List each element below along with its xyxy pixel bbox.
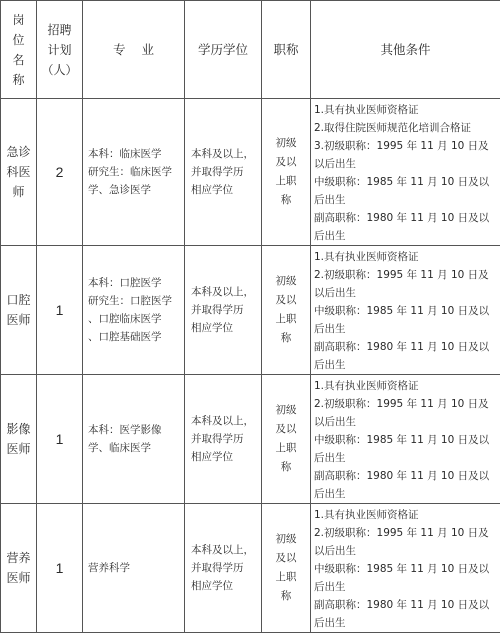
condition-line: 1.具有执业医师资格证 (314, 377, 500, 395)
major-line: 本科：医学影像 (88, 421, 181, 439)
header-position-char: 名 (1, 50, 36, 70)
title-line: 称 (262, 587, 310, 606)
condition-line: 后出生 (314, 227, 500, 245)
education-line: 相应学位 (191, 319, 261, 337)
education-line: 本科及以上， (191, 283, 261, 301)
other-conditions-cell (311, 375, 500, 504)
position-name-line: 医师 (1, 439, 36, 459)
condition-line: 2.初级职称：1995 年 11 月 10 日及 (314, 524, 500, 542)
title-cell (262, 375, 311, 504)
major-line: 研究生：口腔医学 (88, 292, 181, 310)
condition-line: 副高职称：1980 年 11 月 10 日及以 (314, 209, 500, 227)
position-name-line: 营养 (1, 548, 36, 568)
quota-count: 1 (37, 504, 83, 633)
major-line: 、口腔临床医学 (88, 310, 181, 328)
condition-line: 中级职称：1985 年 11 月 10 日及以 (314, 431, 500, 449)
condition-line: 1.具有执业医师资格证 (314, 248, 500, 266)
other-conditions-cell (311, 246, 500, 375)
header-title: 职称 (262, 1, 311, 99)
title-line: 称 (262, 191, 310, 210)
condition-line: 副高职称：1980 年 11 月 10 日及以 (314, 338, 500, 356)
condition-line: 后出生 (314, 485, 500, 503)
education-line: 并取得学历 (191, 430, 261, 448)
title-line: 及以 (262, 420, 310, 439)
header-row (1, 1, 500, 99)
education-cell (185, 99, 262, 246)
major-cell (83, 99, 185, 246)
condition-line: 3.初级职称：1995 年 11 月 10 日及 (314, 137, 500, 155)
major-cell (83, 246, 185, 375)
header-quota (37, 1, 83, 99)
condition-line: 后出生 (314, 356, 500, 374)
title-line: 上职 (262, 568, 310, 587)
condition-line: 后出生 (314, 191, 500, 209)
condition-line: 以后出生 (314, 284, 500, 302)
major-cell (83, 504, 185, 633)
other-conditions-cell (311, 504, 500, 633)
header-quota-line: （人） (37, 60, 82, 80)
major-line: 研究生：临床医学 (88, 163, 181, 181)
education-cell (185, 246, 262, 375)
education-line: 并取得学历 (191, 559, 261, 577)
position-name (1, 142, 36, 202)
condition-line: 2.初级职称：1995 年 11 月 10 日及 (314, 266, 500, 284)
condition-line: 2.初级职称：1995 年 11 月 10 日及 (314, 395, 500, 413)
education-line: 相应学位 (191, 448, 261, 466)
condition-line: 副高职称：1980 年 11 月 10 日及以 (314, 467, 500, 485)
title-line: 初级 (262, 401, 310, 420)
header-education: 学历学位 (185, 1, 262, 99)
major-line: 营养科学 (88, 559, 181, 577)
major-cell (83, 375, 185, 504)
title-cell (262, 504, 311, 633)
header-position (1, 1, 37, 99)
header-quota-line: 招聘 (37, 20, 82, 40)
header-position-char: 岗 (1, 10, 36, 30)
education-cell (185, 375, 262, 504)
position-name-line: 医师 (1, 310, 36, 330)
title-line: 及以 (262, 153, 310, 172)
education-line: 相应学位 (191, 577, 261, 595)
title-line: 初级 (262, 530, 310, 549)
major-line: 、口腔基础医学 (88, 328, 181, 346)
condition-line: 中级职称：1985 年 11 月 10 日及以 (314, 302, 500, 320)
education-line: 本科及以上， (191, 145, 261, 163)
condition-line: 副高职称：1980 年 11 月 10 日及以 (314, 596, 500, 614)
title-line: 称 (262, 458, 310, 477)
position-name (1, 548, 36, 588)
position-name (1, 419, 36, 459)
condition-line: 后出生 (314, 578, 500, 596)
condition-line: 以后出生 (314, 542, 500, 560)
title-line: 上职 (262, 172, 310, 191)
quota-count: 1 (37, 375, 83, 504)
education-line: 并取得学历 (191, 163, 261, 181)
position-name (1, 290, 36, 330)
table-row (1, 504, 500, 633)
education-cell (185, 504, 262, 633)
condition-line: 后出生 (314, 614, 500, 632)
table-row (1, 99, 500, 246)
position-name-line: 急诊 (1, 142, 36, 162)
major-line: 本科：临床医学 (88, 145, 181, 163)
position-cell (1, 375, 37, 504)
condition-line: 以后出生 (314, 155, 500, 173)
position-name-line: 科医 (1, 162, 36, 182)
position-name-line: 口腔 (1, 290, 36, 310)
education-line: 相应学位 (191, 181, 261, 199)
condition-line: 2.取得住院医师规范化培训合格证 (314, 119, 500, 137)
condition-line: 以后出生 (314, 413, 500, 431)
table-row (1, 246, 500, 375)
education-line: 本科及以上， (191, 541, 261, 559)
header-quota-line: 计划 (37, 40, 82, 60)
position-cell (1, 246, 37, 375)
header-other: 其他条件 (311, 1, 500, 99)
title-line: 上职 (262, 439, 310, 458)
education-line: 并取得学历 (191, 301, 261, 319)
title-line: 初级 (262, 134, 310, 153)
header-major: 专 业 (83, 1, 185, 99)
header-position-char: 位 (1, 30, 36, 50)
title-cell (262, 246, 311, 375)
condition-line: 中级职称：1985 年 11 月 10 日及以 (314, 560, 500, 578)
title-line: 及以 (262, 549, 310, 568)
condition-line: 1.具有执业医师资格证 (314, 506, 500, 524)
title-cell (262, 99, 311, 246)
condition-line: 后出生 (314, 320, 500, 338)
position-cell (1, 99, 37, 246)
other-conditions-cell (311, 99, 500, 246)
header-position-char: 称 (1, 70, 36, 90)
major-line: 学、急诊医学 (88, 181, 181, 199)
title-line: 称 (262, 329, 310, 348)
condition-line: 1.具有执业医师资格证 (314, 101, 500, 119)
title-line: 及以 (262, 291, 310, 310)
table-row (1, 375, 500, 504)
position-cell (1, 504, 37, 633)
quota-count: 2 (37, 99, 83, 246)
position-name-line: 医师 (1, 568, 36, 588)
quota-count: 1 (37, 246, 83, 375)
condition-line: 中级职称：1985 年 11 月 10 日及以 (314, 173, 500, 191)
title-line: 初级 (262, 272, 310, 291)
condition-line: 后出生 (314, 449, 500, 467)
title-line: 上职 (262, 310, 310, 329)
major-line: 本科：口腔医学 (88, 274, 181, 292)
education-line: 本科及以上， (191, 412, 261, 430)
position-name-line: 师 (1, 182, 36, 202)
major-line: 学、临床医学 (88, 439, 181, 457)
position-name-line: 影像 (1, 419, 36, 439)
